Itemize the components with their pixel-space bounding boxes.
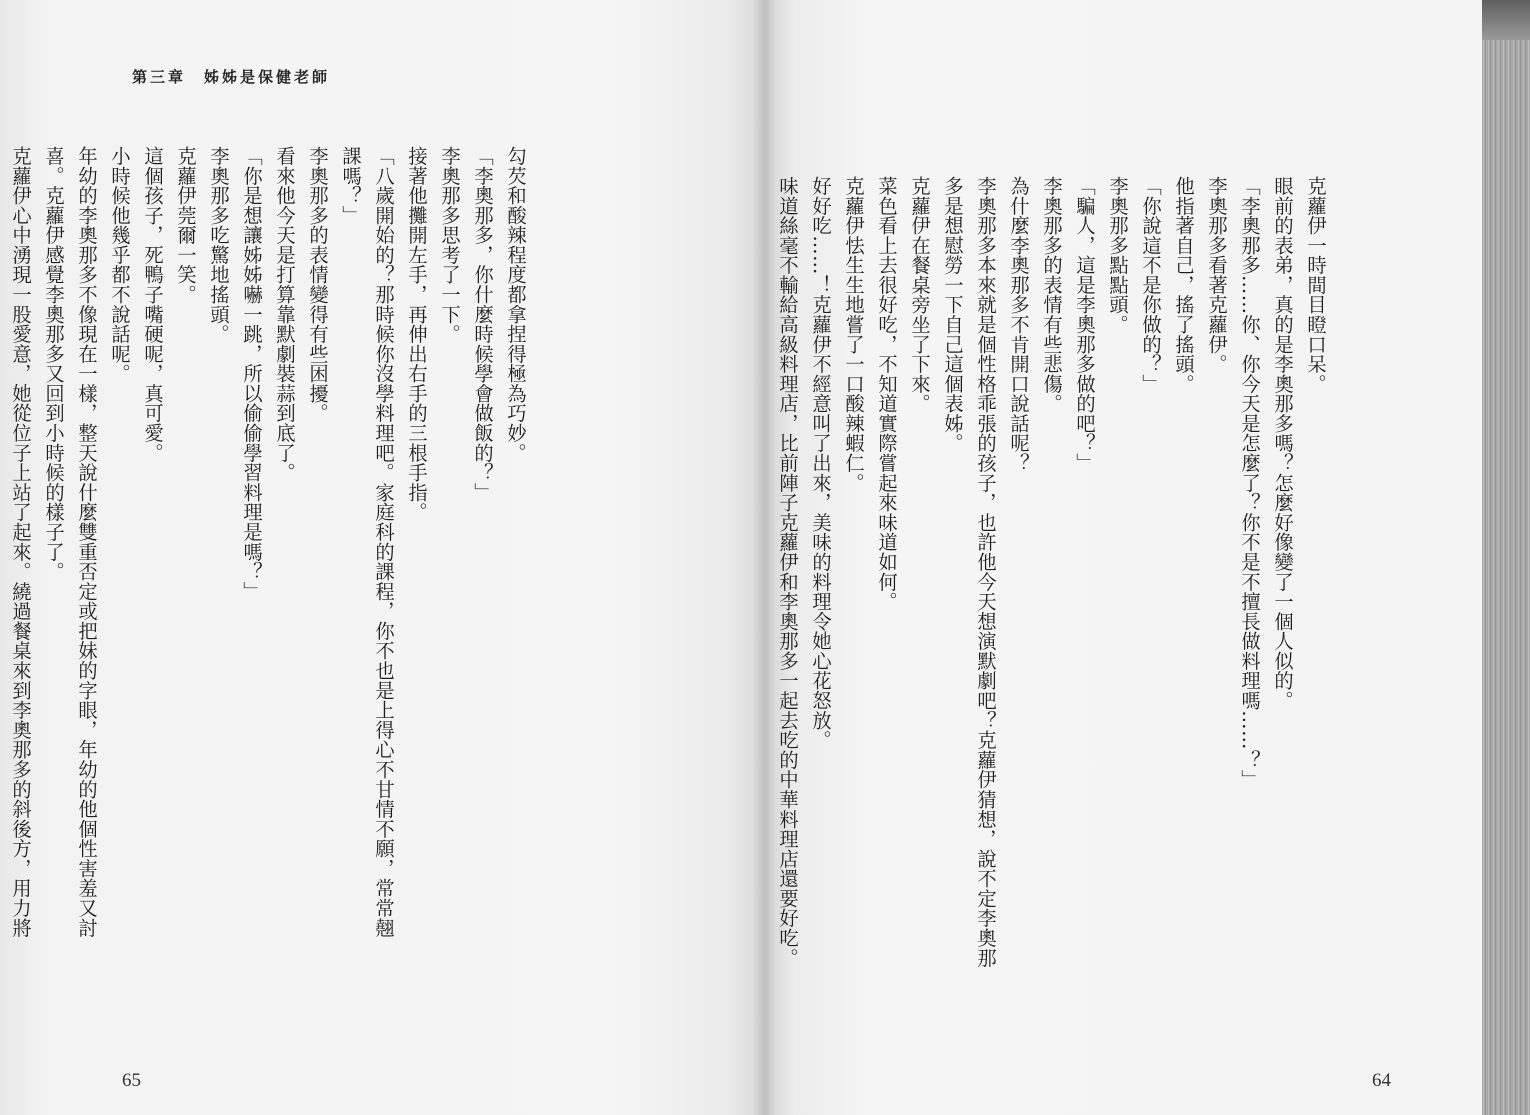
left-text-line: 接著他攤開左手，再伸出右手的三根手指。 <box>405 146 428 523</box>
right-page <box>766 0 1482 1115</box>
left-text-line: 課嗎？」 <box>339 146 362 226</box>
page-number-left: 65 <box>122 1070 141 1091</box>
left-text-line: 「你是想讓姊姊嚇一跳，所以偷偷學習料理是嗎？」 <box>240 146 263 602</box>
left-text-line: 看來他今天是打算靠默劇裝蒜到底了。 <box>273 146 296 483</box>
right-text-line: 「你說這不是你做的？」 <box>1139 176 1162 394</box>
right-text-line: 「騙人，這是李奧那多做的吧？」 <box>1073 176 1096 473</box>
right-text-line: 為什麼李奧那多不肯開口說話呢？ <box>1007 176 1030 473</box>
right-text-line: 好好吃……！克蘿伊不經意叫了出來，美味的料理令她心花怒放。 <box>809 176 832 750</box>
left-text-line: 李奧那多吃驚地搖頭。 <box>207 146 230 344</box>
left-text-line: 小時候他幾乎都不說話呢。 <box>108 146 131 384</box>
left-text-line: 克蘿伊莞爾一笑。 <box>174 146 197 305</box>
right-text-line: 味道絲毫不輸給高級料理店，比前陣子克蘿伊和李奧那多一起去吃的中華料理店還要好吃。 <box>776 176 799 968</box>
book-gutter <box>752 0 776 1115</box>
right-text-line: 「李奧那多……你、你今天是怎麼了？你不是不擅長做料理嗎……？」 <box>1238 176 1261 790</box>
right-text-line: 克蘿伊怯生生地嘗了一口酸辣蝦仁。 <box>842 176 865 493</box>
book-fore-edge <box>1482 0 1530 1115</box>
right-text-line: 李奧那多本來就是個性格乖張的孩子，也許他今天想演默劇吧？克蘿伊猜想，說不定李奧那 <box>974 176 997 968</box>
right-text-line: 克蘿伊一時間目瞪口呆。 <box>1304 176 1327 394</box>
right-text-line: 他指著自己，搖了搖頭。 <box>1172 176 1195 394</box>
left-text-line: 喜。克蘿伊感覺李奧那多又回到小時候的樣子了。 <box>42 146 65 582</box>
book-fore-edge-top <box>1482 0 1530 40</box>
left-text-line: 「八歲開始的？那時候你沒學料理吧。家庭科的課程，你不也是上得心不甘情不願，常常翹 <box>372 146 395 938</box>
left-page-body <box>0 146 532 1036</box>
page-number-right: 64 <box>1372 1070 1391 1091</box>
right-text-line: 眼前的表弟，真的是李奧那多嗎？怎麼好像變了一個人似的。 <box>1271 176 1294 711</box>
right-text-line: 李奧那多點點頭。 <box>1106 176 1129 335</box>
left-text-line: 李奧那多思考了一下。 <box>438 146 461 344</box>
right-text-line: 克蘿伊在餐桌旁坐了下來。 <box>908 176 931 414</box>
right-text-line: 李奧那多看著克蘿伊。 <box>1205 176 1228 374</box>
left-text-line: 克蘿伊心中湧現一股愛意，她從位子上站了起來。繞過餐桌來到李奧那多的斜後方，用力將 <box>9 146 32 938</box>
left-text-line: 這個孩子，死鴨子嘴硬呢，真可愛。 <box>141 146 164 463</box>
left-text-line: 勾芡和酸辣程度都拿捏得極為巧妙。 <box>504 146 527 463</box>
left-text-line: 「李奧那多，你什麼時候學會做飯的？」 <box>471 146 494 503</box>
left-text-line: 年幼的李奧那多不像現在一樣，整天說什麼雙重否定或把妹的字眼，年幼的他個性害羞又討 <box>75 146 98 938</box>
right-page-body <box>771 176 1332 1046</box>
right-text-line: 多是想慰勞一下自己這個表姊。 <box>941 176 964 454</box>
chapter-header: 第三章 姊姊是保健老師 <box>132 68 331 86</box>
left-text-line: 李奧那多的表情變得有些困擾。 <box>306 146 329 424</box>
right-text-line: 李奧那多的表情有些悲傷。 <box>1040 176 1063 414</box>
right-text-line: 菜色看上去很好吃，不知道實際嘗起來味道如何。 <box>875 176 898 612</box>
